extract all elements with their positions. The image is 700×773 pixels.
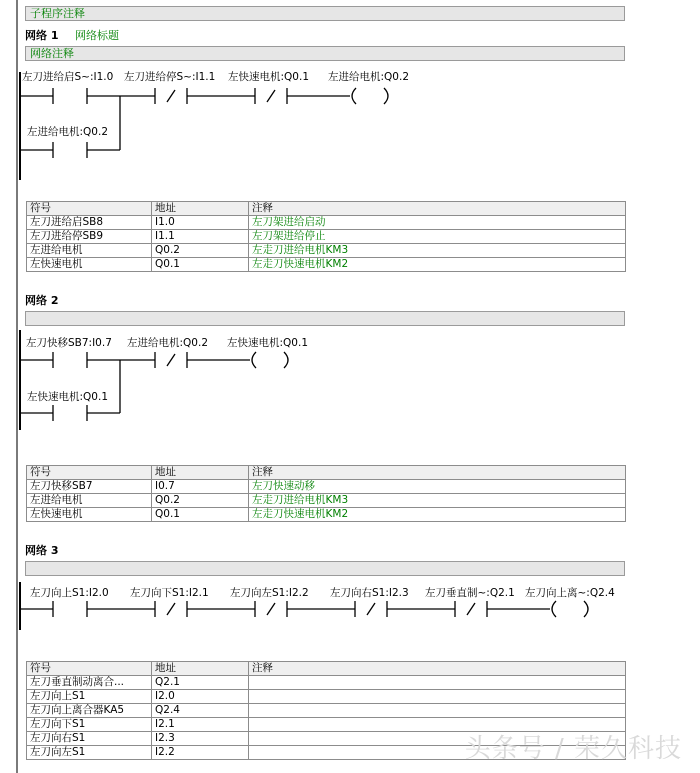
watermark-text: 头条号 / 荣久科技 xyxy=(464,734,682,764)
table-row[interactable] xyxy=(27,690,626,704)
comment-cell: 左刀快速动移 xyxy=(249,480,626,494)
n1-branch-contact[interactable] xyxy=(20,142,87,158)
n3-contact-2-label: 左刀向下S1:I2.1 xyxy=(130,587,209,599)
n1-contact-1[interactable] xyxy=(20,88,87,104)
n3-coil-label: 左刀向上离~:Q2.4 xyxy=(525,587,615,599)
n1-contact-3-nc[interactable] xyxy=(255,88,287,104)
symbol-cell: 左进给电机 xyxy=(27,494,152,508)
table-row[interactable] xyxy=(27,508,626,522)
table-row[interactable] xyxy=(27,704,626,718)
n3-contact-4-nc[interactable] xyxy=(355,601,387,617)
comment-cell xyxy=(249,704,626,718)
table-row[interactable] xyxy=(27,244,626,258)
n3-contact-5-nc[interactable] xyxy=(455,601,487,617)
program-comment-band[interactable]: 子程序注释 xyxy=(25,6,625,21)
comment-cell: 左走刀进给电机KM3 xyxy=(249,494,626,508)
comment-cell: 左走刀进给电机KM3 xyxy=(249,244,626,258)
comment-cell: 左走刀快速电机KM2 xyxy=(249,508,626,522)
symbol-cell: 左刀进给停SB9 xyxy=(27,230,152,244)
symbol-cell: 左进给电机 xyxy=(27,244,152,258)
n3-contact-1-label: 左刀向上S1:I2.0 xyxy=(30,587,109,599)
col-symbol: 符号 xyxy=(27,202,152,216)
network-3-comment-band[interactable] xyxy=(25,561,625,576)
address-cell: Q2.4 xyxy=(152,704,249,718)
table-row[interactable] xyxy=(27,676,626,690)
symbol-cell: 左刀垂直制动离合... xyxy=(27,676,152,690)
address-cell: I2.0 xyxy=(152,690,249,704)
address-cell: I1.0 xyxy=(152,216,249,230)
network-1-comment-band[interactable]: 网络注释 xyxy=(25,46,625,61)
col-comment: 注释 xyxy=(249,466,626,480)
n3-contact-3-nc[interactable] xyxy=(255,601,287,617)
network-1-title[interactable]: 网络标题 xyxy=(75,29,119,42)
table-header-row xyxy=(27,662,626,676)
n2-contact-1[interactable] xyxy=(20,352,87,368)
col-address: 地址 xyxy=(152,202,249,216)
n1-contact-2-nc[interactable] xyxy=(155,88,187,104)
n2-contact-2-label: 左进给电机:Q0.2 xyxy=(127,337,209,349)
n2-contact-2-nc[interactable] xyxy=(155,352,187,368)
n1-output-coil[interactable] xyxy=(352,88,388,104)
address-cell: I1.1 xyxy=(152,230,249,244)
n2-coil-label: 左快速电机:Q0.1 xyxy=(227,337,309,349)
table-row[interactable] xyxy=(27,480,626,494)
n2-branch-contact[interactable] xyxy=(20,405,87,421)
address-cell: Q2.1 xyxy=(152,676,249,690)
table-row[interactable] xyxy=(27,494,626,508)
n3-contact-3-label: 左刀向左S1:I2.2 xyxy=(230,587,309,599)
network-2-comment-band[interactable] xyxy=(25,311,625,326)
symbol-cell: 左刀进给启SB8 xyxy=(27,216,152,230)
table-header-row xyxy=(27,466,626,480)
address-cell: Q0.1 xyxy=(152,508,249,522)
symbol-cell: 左刀向上S1 xyxy=(27,690,152,704)
comment-cell xyxy=(249,690,626,704)
comment-cell: 左刀架进给停止 xyxy=(249,230,626,244)
col-comment: 注释 xyxy=(249,202,626,216)
symbol-cell: 左快速电机 xyxy=(27,258,152,272)
symbol-cell: 左刀向左S1 xyxy=(27,746,152,760)
comment-cell: 左刀架进给启动 xyxy=(249,216,626,230)
address-cell: I2.3 xyxy=(152,732,249,746)
n2-branch-contact-label: 左快速电机:Q0.1 xyxy=(27,391,109,403)
comment-cell: 左走刀快速电机KM2 xyxy=(249,258,626,272)
address-cell: I2.2 xyxy=(152,746,249,760)
symbol-cell: 左刀快移SB7 xyxy=(27,480,152,494)
n1-contact-2-label: 左刀进给停S~:I1.1 xyxy=(124,71,216,83)
col-address: 地址 xyxy=(152,662,249,676)
n1-contact-3-label: 左快速电机:Q0.1 xyxy=(228,71,310,83)
symbol-cell: 左刀向右S1 xyxy=(27,732,152,746)
n3-output-coil[interactable] xyxy=(552,601,588,617)
address-cell: I0.7 xyxy=(152,480,249,494)
col-comment: 注释 xyxy=(249,662,626,676)
address-cell: Q0.2 xyxy=(152,494,249,508)
network-3-label[interactable]: 网络 3 xyxy=(25,544,59,557)
address-cell: I2.1 xyxy=(152,718,249,732)
n3-contact-2-nc[interactable] xyxy=(155,601,187,617)
n1-contact-1-label: 左刀进给启S~:I1.0 xyxy=(22,71,114,83)
table-header-row xyxy=(27,202,626,216)
col-address: 地址 xyxy=(152,466,249,480)
n1-branch-contact-label: 左进给电机:Q0.2 xyxy=(27,126,109,138)
n2-output-coil[interactable] xyxy=(252,352,288,368)
table-row[interactable] xyxy=(27,230,626,244)
col-symbol: 符号 xyxy=(27,466,152,480)
address-cell: Q0.1 xyxy=(152,258,249,272)
network-2-label[interactable]: 网络 2 xyxy=(25,294,59,307)
n1-coil-label: 左进给电机:Q0.2 xyxy=(328,71,410,83)
network-1-label[interactable]: 网络 1 xyxy=(25,29,59,42)
table-row[interactable] xyxy=(27,258,626,272)
col-symbol: 符号 xyxy=(27,662,152,676)
n3-contact-5-label: 左刀垂直制~:Q2.1 xyxy=(425,587,515,599)
table-row[interactable] xyxy=(27,216,626,230)
symbol-cell: 左刀向上离合器KA5 xyxy=(27,704,152,718)
n3-contact-1[interactable] xyxy=(20,601,87,617)
n2-symbol-table xyxy=(26,465,626,522)
symbol-cell: 左刀向下S1 xyxy=(27,718,152,732)
n1-symbol-table xyxy=(26,201,626,272)
comment-cell xyxy=(249,676,626,690)
n3-contact-4-label: 左刀向右S1:I2.3 xyxy=(330,587,409,599)
symbol-cell: 左快速电机 xyxy=(27,508,152,522)
address-cell: Q0.2 xyxy=(152,244,249,258)
n2-contact-1-label: 左刀快移SB7:I0.7 xyxy=(26,337,112,349)
